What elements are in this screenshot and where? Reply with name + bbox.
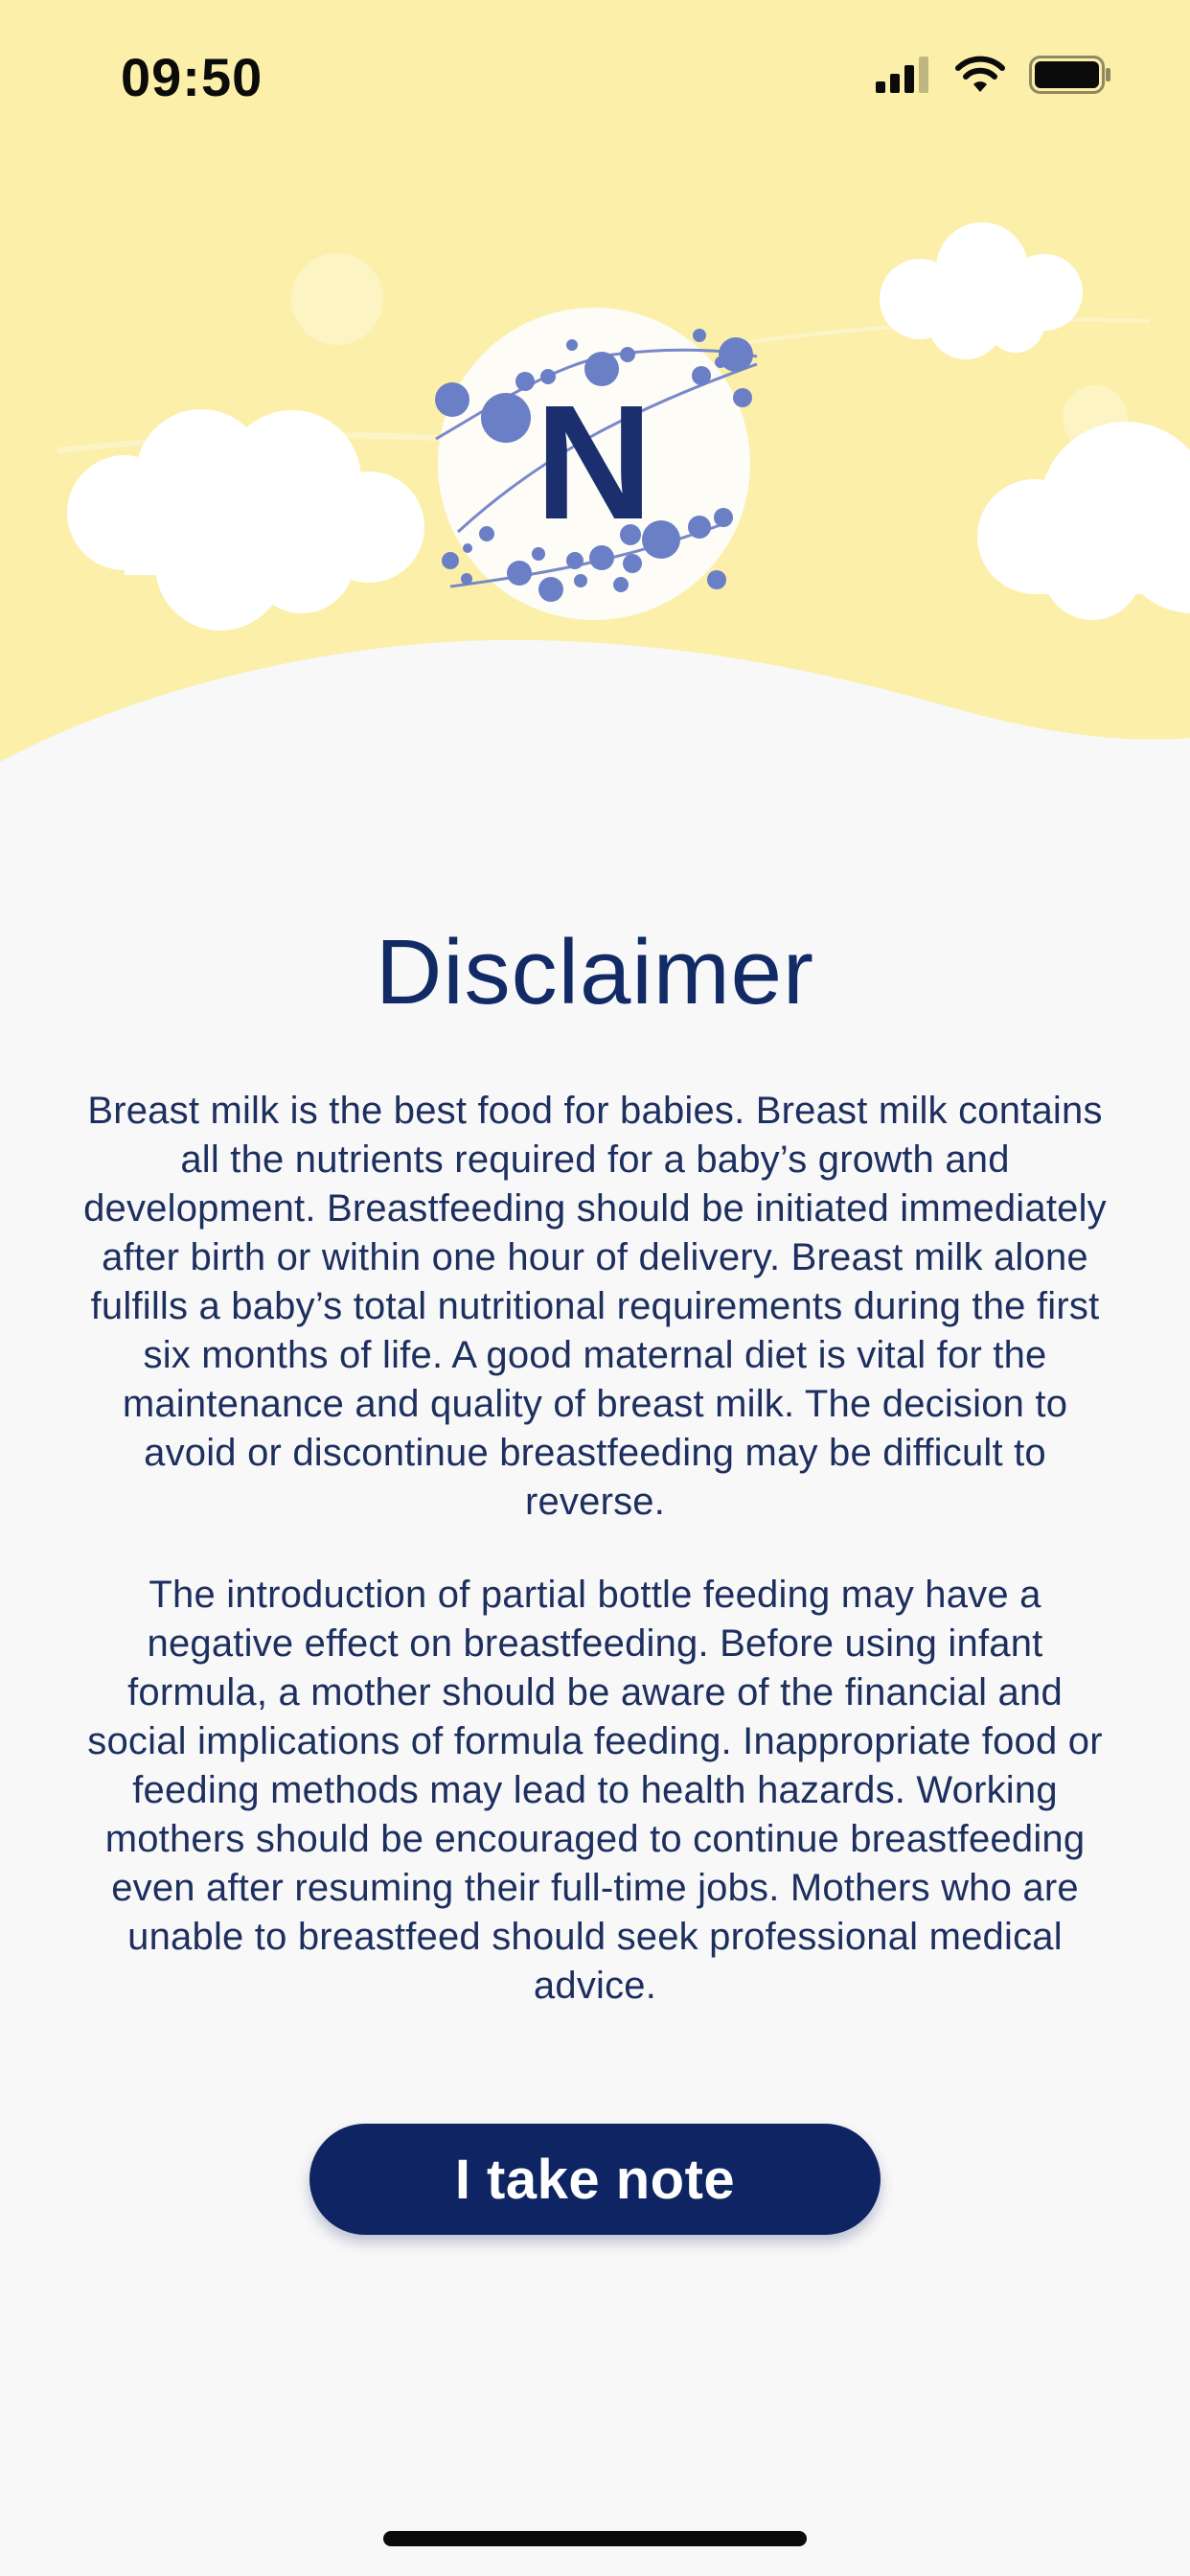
cellular-signal-icon — [876, 57, 931, 98]
faint-sun-circle — [291, 253, 383, 345]
status-time: 09:50 — [121, 47, 263, 107]
cta-container — [0, 2124, 1190, 2235]
disclaimer-paragraph-2: The introduction of partial bottle feeding may have a negative effect on breastfeeding. Before using infant formula, a mother should be aware of the financial and social implications of formula feeding. Inappropriate food or feeding methods may lead to health hazards. Working mothers should be encouraged to continue breastfeeding even after resuming their full-time jobs. Mothers who are unable to breastfeed should seek professional medical advice. — [87, 1574, 1103, 2007]
status-icons — [876, 56, 1111, 99]
page-title: Disclaimer — [375, 921, 815, 1024]
home-indicator[interactable] — [383, 2531, 807, 2546]
disclaimer-content — [0, 901, 1190, 2011]
i-take-note-button[interactable]: I take note — [309, 2124, 881, 2235]
battery-icon — [1029, 56, 1111, 99]
disclaimer-paragraph-1: Breast milk is the best food for babies. Breast milk contains all the nutrients required for a baby’s growth and development. Breastfeeding should be initiated immediately after birth or within one hour of delivery. Breast milk alone fulfills a baby’s total nutritional requirements during the first six months of life. A good maternal diet is vital for the maintenance and quality of breast milk. The decision to avoid or discontinue breastfeeding may be difficult to reverse. — [83, 1090, 1107, 1523]
logo-letter: N — [535, 372, 653, 554]
wifi-icon — [954, 56, 1006, 99]
status-bar — [0, 0, 1190, 153]
